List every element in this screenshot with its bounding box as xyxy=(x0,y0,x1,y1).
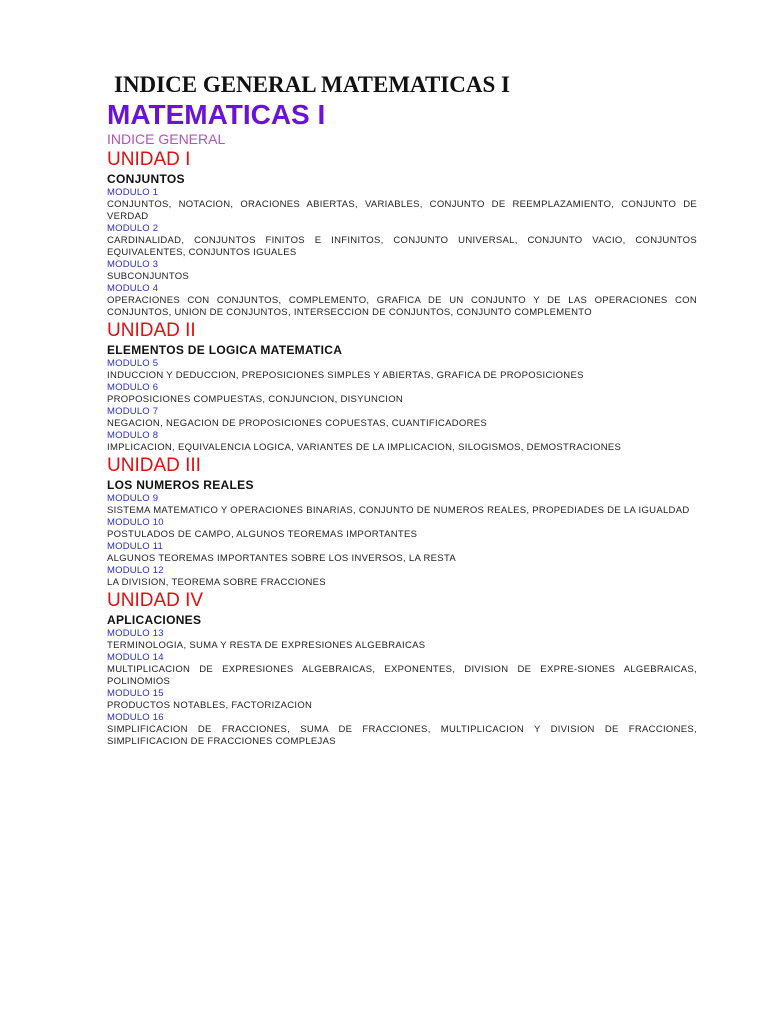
module-entry xyxy=(107,259,697,283)
module-entry xyxy=(107,406,697,430)
module-entry xyxy=(107,652,697,688)
module-label: MODULO 13 xyxy=(107,628,164,639)
module-label: MODULO 4 xyxy=(107,283,159,294)
module-entry xyxy=(107,493,697,517)
module-entry xyxy=(107,223,697,259)
module-entry xyxy=(107,517,697,541)
module-entry xyxy=(107,688,697,712)
module-description: PRODUCTOS NOTABLES, FACTORIZACION xyxy=(107,700,313,711)
module-label: MODULO 16 xyxy=(107,712,164,723)
unit-title: UNIDAD III xyxy=(107,455,201,476)
unit-section xyxy=(107,320,697,454)
module-description: LA DIVISION, TEOREMA SOBRE FRACCIONES xyxy=(107,577,326,588)
module-description: INDUCCION Y DEDUCCION, PREPOSICIONES SIMPLES Y ABIERTAS, GRAFICA DE PROPOSICIONES xyxy=(107,370,584,381)
unit-topic: APLICACIONES xyxy=(107,613,202,627)
module-description: ALGUNOS TEOREMAS IMPORTANTES SOBRE LOS INVERSOS, LA RESTA xyxy=(107,553,456,564)
module-description: TERMINOLOGIA, SUMA Y RESTA DE EXPRESIONES ALGEBRAICAS xyxy=(107,640,426,651)
module-label: MODULO 10 xyxy=(107,517,164,528)
module-entry xyxy=(107,628,697,652)
module-label: MODULO 11 xyxy=(107,541,163,552)
unit-topic: LOS NUMEROS REALES xyxy=(107,478,254,492)
module-entry xyxy=(107,382,697,406)
module-description: OPERACIONES CON CONJUNTOS, COMPLEMENTO, GRAFICA DE UN CONJUNTO Y DE LAS OPERACIONES CON CONJUNTOS, UNION DE CONJUNTOS, INTERSECCION DE CONJUNTOS, CONJUNTO COMPLEMENTO xyxy=(107,295,697,318)
module-entry xyxy=(107,187,697,223)
module-description: SUBCONJUNTOS xyxy=(107,271,190,282)
module-entry xyxy=(107,358,697,382)
index-content xyxy=(107,99,697,749)
unit-section xyxy=(107,455,697,589)
unit-title: UNIDAD II xyxy=(107,320,196,341)
unit-section xyxy=(107,149,697,319)
module-label: MODULO 2 xyxy=(107,223,159,234)
module-entry xyxy=(107,283,697,319)
module-description: CONJUNTOS, NOTACION, ORACIONES ABIERTAS, VARIABLES, CONJUNTO DE REEMPLAZAMIENTO, CONJUNTO DE VERDAD xyxy=(107,199,697,222)
module-description: NEGACION, NEGACION DE PROPOSICIONES COPUESTAS, CUANTIFICADORES xyxy=(107,418,488,429)
unit-section xyxy=(107,590,697,748)
module-label: MODULO 5 xyxy=(107,358,159,369)
unit-topic: ELEMENTOS DE LOGICA MATEMATICA xyxy=(107,343,343,357)
module-label: MODULO 7 xyxy=(107,406,159,417)
module-description: CARDINALIDAD, CONJUNTOS FINITOS E INFINITOS, CONJUNTO UNIVERSAL, CONJUNTO VACIO, CONJUNTOS EQUIVALENTES, CONJUNTOS IGUALES xyxy=(107,235,697,258)
unit-title: UNIDAD IV xyxy=(107,590,204,611)
module-entry xyxy=(107,430,697,454)
module-label: MODULO 14 xyxy=(107,652,164,663)
module-description: SISTEMA MATEMATICO Y OPERACIONES BINARIAS, CONJUNTO DE NUMEROS REALES, PROPEDIADES DE LA IGUALDAD xyxy=(107,505,690,516)
module-description: MULTIPLICACION DE EXPRESIONES ALGEBRAICAS, EXPONENTES, DIVISION DE EXPRE-SIONES ALGEBRAICAS, POLINOMIOS xyxy=(107,664,697,687)
module-entry xyxy=(107,565,697,589)
module-label: MODULO 3 xyxy=(107,259,159,270)
module-entry xyxy=(107,541,697,565)
module-label: MODULO 6 xyxy=(107,382,159,393)
main-title: MATEMATICAS I xyxy=(107,99,326,130)
module-description: SIMPLIFICACION DE FRACCIONES, SUMA DE FRACCIONES, MULTIPLICACION Y DIVISION DE FRACCIONES, SIMPLIFICACION DE FRACCIONES COMPLEJAS xyxy=(107,724,697,747)
module-description: IMPLICACION, EQUIVALENCIA LOGICA, VARIANTES DE LA IMPLICACION, SILOGISMOS, DEMOSTRACIONES xyxy=(107,442,622,453)
unit-topic: CONJUNTOS xyxy=(107,172,185,186)
module-entry xyxy=(107,712,697,748)
unit-title: UNIDAD I xyxy=(107,149,191,170)
index-subtitle: INDICE GENERAL xyxy=(107,131,226,147)
module-label: MODULO 1 xyxy=(107,187,159,198)
module-label: MODULO 12 xyxy=(107,565,164,576)
module-description: PROPOSICIONES COMPUESTAS, CONJUNCION, DISYUNCION xyxy=(107,394,404,405)
module-label: MODULO 9 xyxy=(107,493,159,504)
module-label: MODULO 15 xyxy=(107,688,164,699)
module-description: POSTULADOS DE CAMPO, ALGUNOS TEOREMAS IMPORTANTES xyxy=(107,529,418,540)
module-label: MODULO 8 xyxy=(107,430,159,441)
document-title: INDICE GENERAL MATEMATICAS I xyxy=(114,72,510,97)
